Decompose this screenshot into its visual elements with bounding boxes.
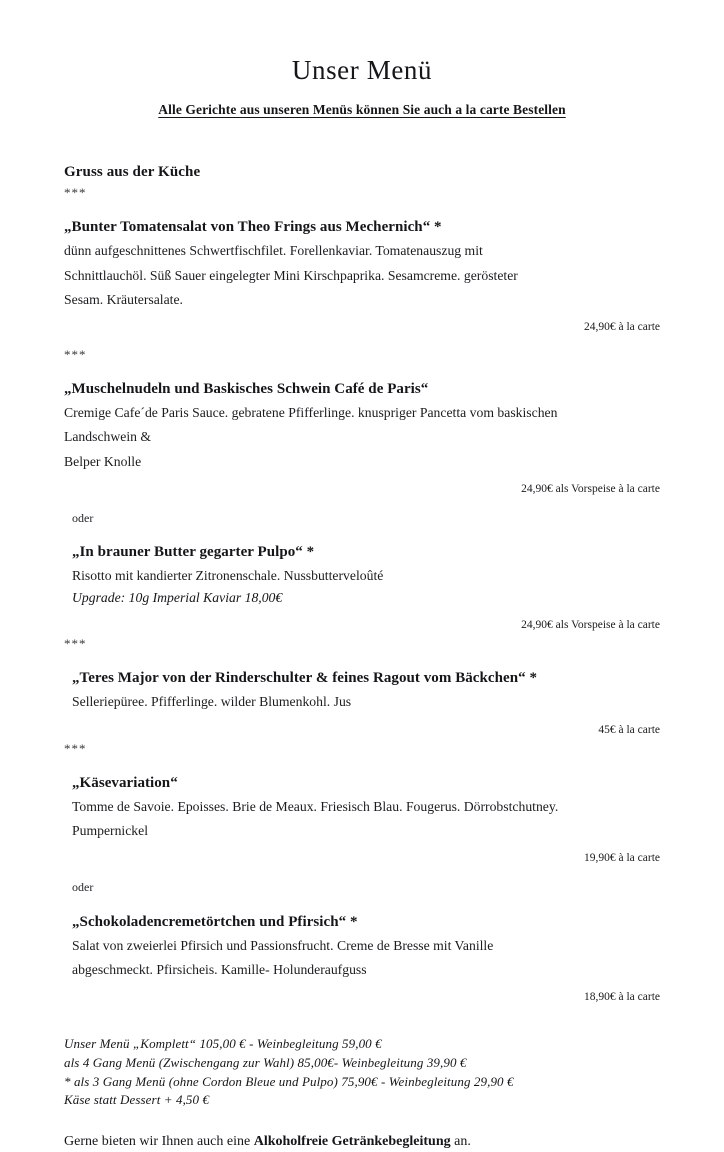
course-item [64,668,660,737]
dish-price: 24,90€ als Vorspeise à la carte [521,482,660,495]
page-subtitle: Alle Gerichte aus unseren Menüs können Sie auch a la carte Bestellen [158,101,566,117]
course-item [64,542,660,633]
separator-asterisks: *** [64,740,87,756]
dish-title: „Bunter Tomatensalat von Theo Frings aus Mechernich“ * [64,219,442,236]
footer-price-line: Unser Menü „Komplett“ 105,00 € - Weinbegleitung 59,00 € [64,1035,382,1051]
footer-price-line: Käse statt Dessert + 4,50 € [64,1092,210,1108]
separator-asterisks: *** [64,346,87,362]
dish-price: 18,90€ à la carte [584,990,660,1003]
dish-upgrade-line: Upgrade: 10g Imperial Kaviar 18,00€ [72,590,283,606]
section-heading-greeting: Gruss aus der Küche [64,163,201,180]
dish-description-line: Tomme de Savoie. Epoisses. Brie de Meaux. Friesisch Blau. Fougerus. Dörrobstchutney. [72,798,559,814]
footer-price-line: als 4 Gang Menü (Zwischengang zur Wahl) 85,00€- Weinbegleitung 39,90 € [64,1054,467,1070]
dish-description-line: Landschwein & [64,429,152,445]
dish-description-line: Cremige Cafe´de Paris Sauce. gebratene Pfifferlinge. knuspriger Pancetta vom baskischen [64,405,558,421]
beverage-note-suffix: an. [450,1134,471,1150]
dish-title: „Schokoladencremetörtchen und Pfirsich“ * [72,913,358,930]
dish-title: „Teres Major von der Rinderschulter & feines Ragout vom Bäckchen“ * [72,670,537,687]
dish-description-line: Pumpernickel [72,823,149,839]
beverage-note-prefix: Gerne bieten wir Ihnen auch eine [64,1134,254,1150]
menu-body [64,162,660,1152]
footer-pricing [64,1035,660,1152]
separator-asterisks: *** [64,636,87,652]
dish-title: „Käsevariation“ [72,774,178,791]
course-item [64,379,660,497]
dish-description-line: Risotto mit kandierter Zitronenschale. Nussbutterveloûté [72,568,384,584]
dish-title: „In brauner Butter gegarter Pulpo“ * [72,544,315,561]
dish-price: 19,90€ à la carte [584,852,660,865]
page-title: Unser Menü [291,55,433,85]
dish-description-line: Salat von zweierlei Pfirsich und Passionsfrucht. Creme de Bresse mit Vanille [72,937,494,953]
beverage-note-highlight: Alkoholfreie Getränkebegleitung [253,1134,451,1150]
dish-description-line: Selleriepüree. Pfifferlinge. wilder Blumenkohl. Jus [72,694,352,710]
beverage-note [64,1132,660,1152]
dish-title: „Muschelnudeln und Baskisches Schwein Café de Paris“ [64,381,429,398]
course-item [64,217,660,335]
alternative-label: oder [72,510,94,525]
dish-description-line: abgeschmeckt. Pfirsicheis. Kamille- Holunderaufguss [72,961,367,977]
dish-description-line: dünn aufgeschnittenes Schwertfischfilet. Forellenkaviar. Tomatenauszug mit [64,243,483,259]
course-item [64,912,660,1005]
dish-description-line: Schnittlauchöl. Süß Sauer eingelegter Mini Kirschpaprika. Sesamcreme. gerösteter [64,267,518,283]
course-item [64,773,660,866]
dish-price: 24,90€ à la carte [584,320,660,333]
alternative-label: oder [72,880,94,895]
dish-description-line: Belper Knolle [64,453,142,469]
footer-price-line: * als 3 Gang Menü (ohne Cordon Bleue und Pulpo) 75,90€ - Weinbegleitung 29,90 € [64,1073,514,1089]
separator-asterisks: *** [64,185,87,201]
dish-price: 24,90€ als Vorspeise à la carte [521,619,660,632]
dish-price: 45€ à la carte [598,723,660,736]
dish-description-line: Sesam. Kräutersalate. [64,291,183,307]
